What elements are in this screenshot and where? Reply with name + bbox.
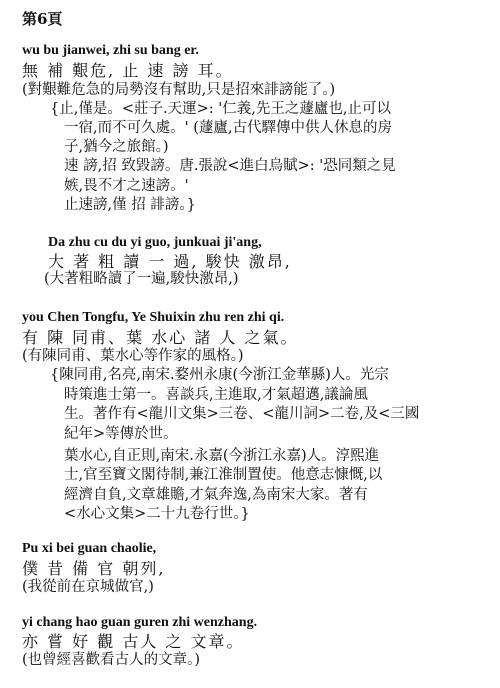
section-1-note-line: 嫉,畏不才之速謗。' xyxy=(64,178,189,194)
section-2-chinese: 大 著 粗 讀 一 過, 駿快 激昂, xyxy=(48,252,292,271)
section-3-note-line: 時策進士第一。喜談兵,主進取,才氣超邁,議論風 xyxy=(64,387,368,403)
section-4-pinyin: Pu xi bei guan chaolie, xyxy=(22,541,157,556)
section-2-translation: (大著粗略讀了一遍,駿快激昂,) xyxy=(44,271,239,287)
section-1-translation: (對艱難危急的局勢沒有幫助,只是招來誹謗能了。) xyxy=(22,82,336,98)
section-3-pinyin: you Chen Tongfu, Ye Shuixin zhu ren zhi qi. xyxy=(22,310,285,325)
section-1-chinese: 無 補 艱危, 止 速 謗 耳。 xyxy=(22,61,234,80)
section-1-note-line: 一宿,而不可久處。' (蘧廬,古代驛傳中供人休息的房 xyxy=(64,120,392,136)
section-1-note-line: 速 謗,招 致毀謗。唐.張說<進白烏賦>: '恐同類之見 xyxy=(64,158,396,174)
section-3-note-line: <水心文集>二十九卷行世。} xyxy=(64,506,250,522)
section-4-chinese: 僕 昔 備 官 朝列, xyxy=(22,559,166,578)
section-1-pinyin: wu bu jianwei, zhi su bang er. xyxy=(22,43,199,58)
section-3-note-line: 葉水心,自正則,南宋.永嘉(今浙江永嘉)人。淳熙進 xyxy=(64,448,380,464)
section-3-note-line: 經濟自負,文章雄贍,才氣奔逸,為南宋大家。著有 xyxy=(64,487,368,503)
section-3-note-line: 紀年>等傳於世。 xyxy=(64,426,178,442)
section-3-note-line: 士,官至寶文閣待制,兼江淮制置使。他意志慷慨,以 xyxy=(64,467,383,483)
section-5-chinese: 亦 嘗 好 觀 古人 之 文章。 xyxy=(22,632,245,651)
section-5-translation: (也曾經喜歡看古人的文章。) xyxy=(22,652,201,668)
section-4-translation: (我從前在京城做官,) xyxy=(22,579,154,595)
section-2-pinyin: Da zhu cu du yi guo, junkuai ji'ang, xyxy=(48,235,262,250)
section-5-pinyin: yi chang hao guan guren zhi wenzhang. xyxy=(22,615,258,630)
section-3-note-line: 生。著作有<龍川文集>三卷、<龍川詞>二卷,及<三國 xyxy=(64,406,420,422)
section-1-note-line: 子,猶今之旅館。) xyxy=(64,139,169,155)
section-1-note-line: 止速謗,僅 招 誹謗。} xyxy=(64,197,196,213)
section-1-note-line: {止,僅是。<莊子.天運>: '仁義,先王之蘧廬也,止可以 xyxy=(50,101,391,117)
page-header: 第6頁 xyxy=(22,10,63,28)
section-3-translation: (有陳同甫、葉水心等作家的風格。) xyxy=(22,348,244,364)
section-3-note-line: {陳同甫,名亮,南宋.婺州永康(今浙江金華縣)人。光宗 xyxy=(50,367,389,383)
section-3-chinese: 有 陳 同甫、葉 水心 諸 人 之氣。 xyxy=(22,328,299,347)
